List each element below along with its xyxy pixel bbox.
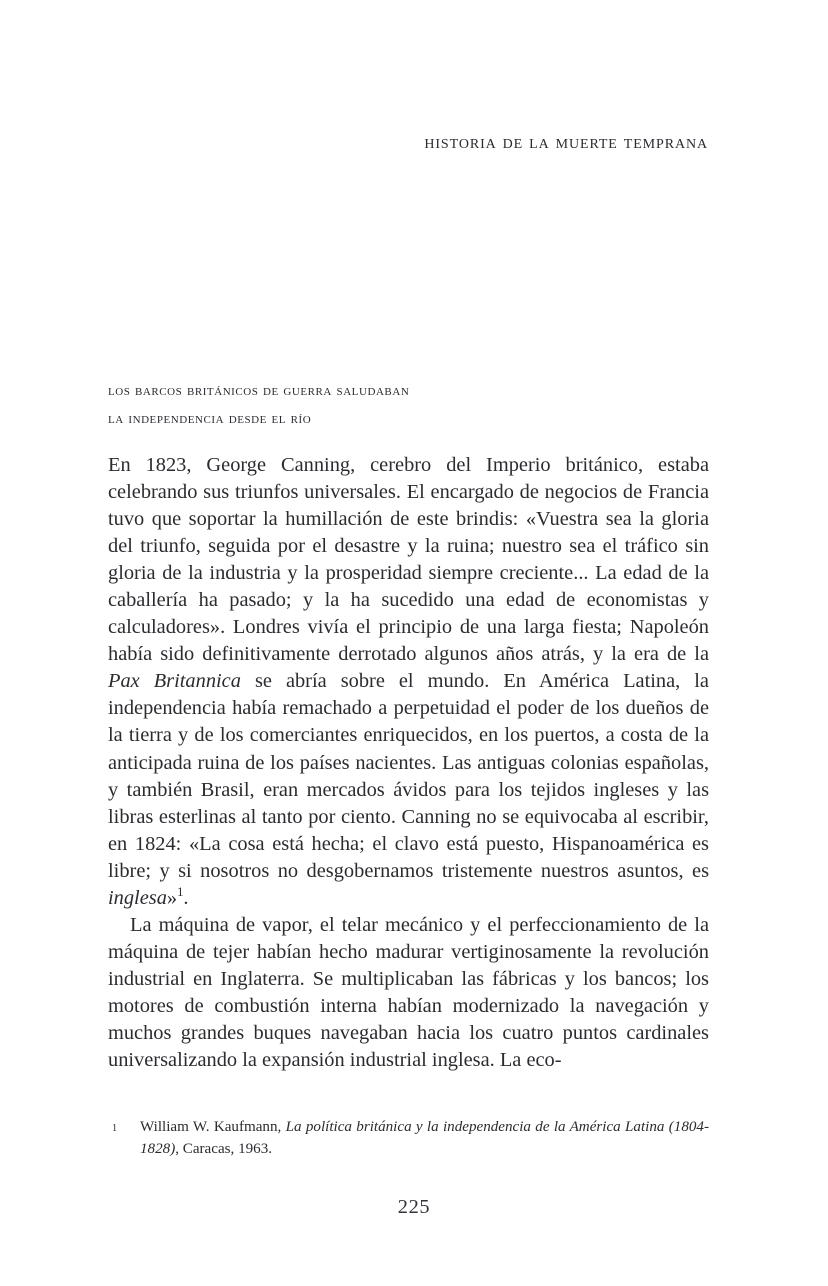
running-head: historia de la muerte temprana xyxy=(424,131,708,153)
paragraph-1: En 1823, George Canning, cerebro del Imperio británico, estaba celebrando sus triunfos universales. El encargado de negocios de Francia tuvo que soportar la humillación de este brindis: «Vuestra sea la gloria del triunfo, seguida por el desastre y la ruina; nuestro sea el tráfico sin gloria de la industria y la prosperidad siempre creciente... La edad de la caballería ha pasado; y la ha sucedido una edad de economistas y calculadores». Londres vivía el principio de una larga fiesta; Napoleón había sido definitivamente derrotado algunos años atrás, y la era de la Pax Britannica se abría sobre el mundo. En América Latina, la independencia había remachado a perpetuidad el poder de los dueños de la tierra y de los comerciantes enriquecidos, en los puertos, a costa de la anticipada ruina de los países nacientes. Las antiguas colonias españolas, y también Brasil, eran mercados ávidos para los tejidos ingleses y las libras esterlinas al tanto por ciento. Canning no se equivocaba al escribir, en 1824: «La cosa está hecha; el clavo está puesto, Hispanoamérica es libre; y si nosotros no desgobernamos tristemente nuestros asuntos, es inglesa»$^1$. xyxy=(108,454,709,909)
paragraph-2: La máquina de vapor, el telar mecánico y el perfeccionamiento de la máquina de tejer habían hecho madurar vertiginosamente la revolución industrial en Inglaterra. Se multiplicaban las fábricas y los bancos; los motores de combustión interna habían modernizado la navegación y muchos grandes buques navegaban hacia los cuatro puntos cardinales universalizando la expansión industrial inglesa. La eco- xyxy=(108,913,709,1072)
footnote-text: William W. Kaufmann, La política británica y la independencia de la América Latina (1804-1828), Caracas, 1963. xyxy=(140,1119,709,1157)
footnote-marker: 1 xyxy=(112,1123,118,1134)
footnote xyxy=(108,1117,709,1160)
section-heading-line-2: la independencia desde el río xyxy=(108,409,312,427)
section-heading xyxy=(108,376,708,432)
page-number: 225 xyxy=(397,1196,431,1218)
body-text xyxy=(108,452,709,1074)
section-heading-line-1: los barcos británicos de guerra saludaban xyxy=(108,381,410,399)
